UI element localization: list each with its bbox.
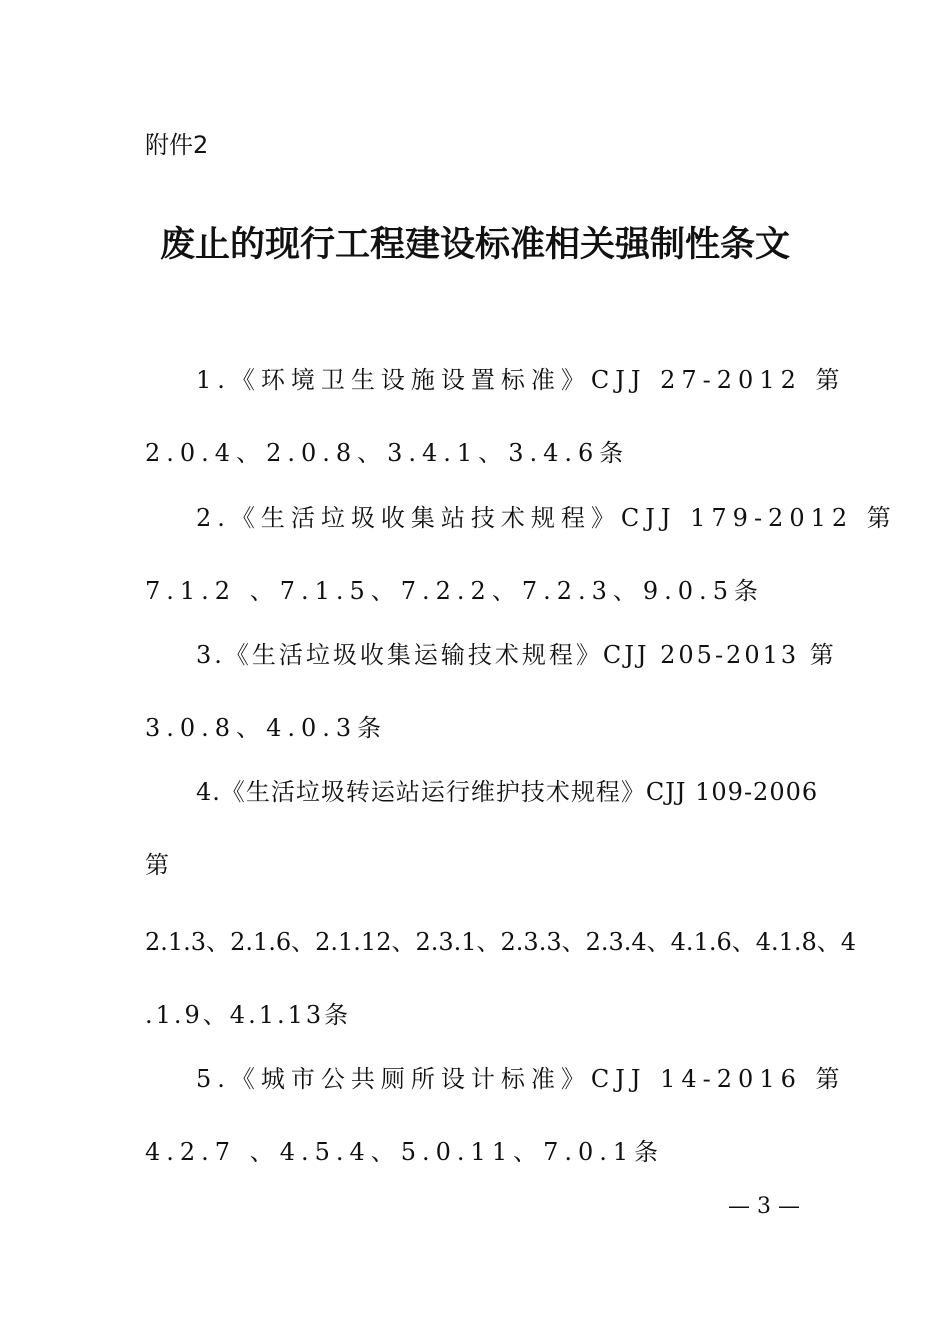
item-line: 3.0.8、4.0.3条 (145, 714, 388, 742)
item-line: 2.0.4、2.0.8、3.4.1、3.4.6条 (145, 439, 630, 467)
item-line: 2.1.3、2.1.6、2.1.12、2.3.1、2.3.3、2.3.4、4.1.6、4.1.8、4 (145, 928, 857, 956)
document-title: 废止的现行工程建设标准相关强制性条文 (159, 224, 790, 265)
item-line: 1.《环境卫生设施设置标准》CJJ 27-2012 第 (196, 366, 846, 394)
item-line: 7.1.2 、7.1.5、7.2.2、7.2.3、9.0.5条 (145, 577, 764, 605)
item-line: 4.2.7 、4.5.4、5.0.11、7.0.1条 (145, 1138, 665, 1166)
item-line: 2.《生活垃圾收集站技术规程》CJJ 179-2012 第 (196, 504, 897, 532)
item-line: 3.《生活垃圾收集运输技术规程》CJJ 205-2013 第 (196, 641, 837, 669)
item-line: 第 (145, 851, 169, 879)
attachment-label: 附件2 (145, 131, 209, 159)
page-number: — 3 — (728, 1194, 800, 1219)
item-line: .1.9、4.1.13条 (145, 1001, 352, 1029)
item-line: 4.《生活垃圾转运站运行维护技术规程》CJJ 109-2006 (196, 778, 819, 806)
item-line: 5.《城市公共厕所设计标准》CJJ 14-2016 第 (196, 1065, 846, 1093)
